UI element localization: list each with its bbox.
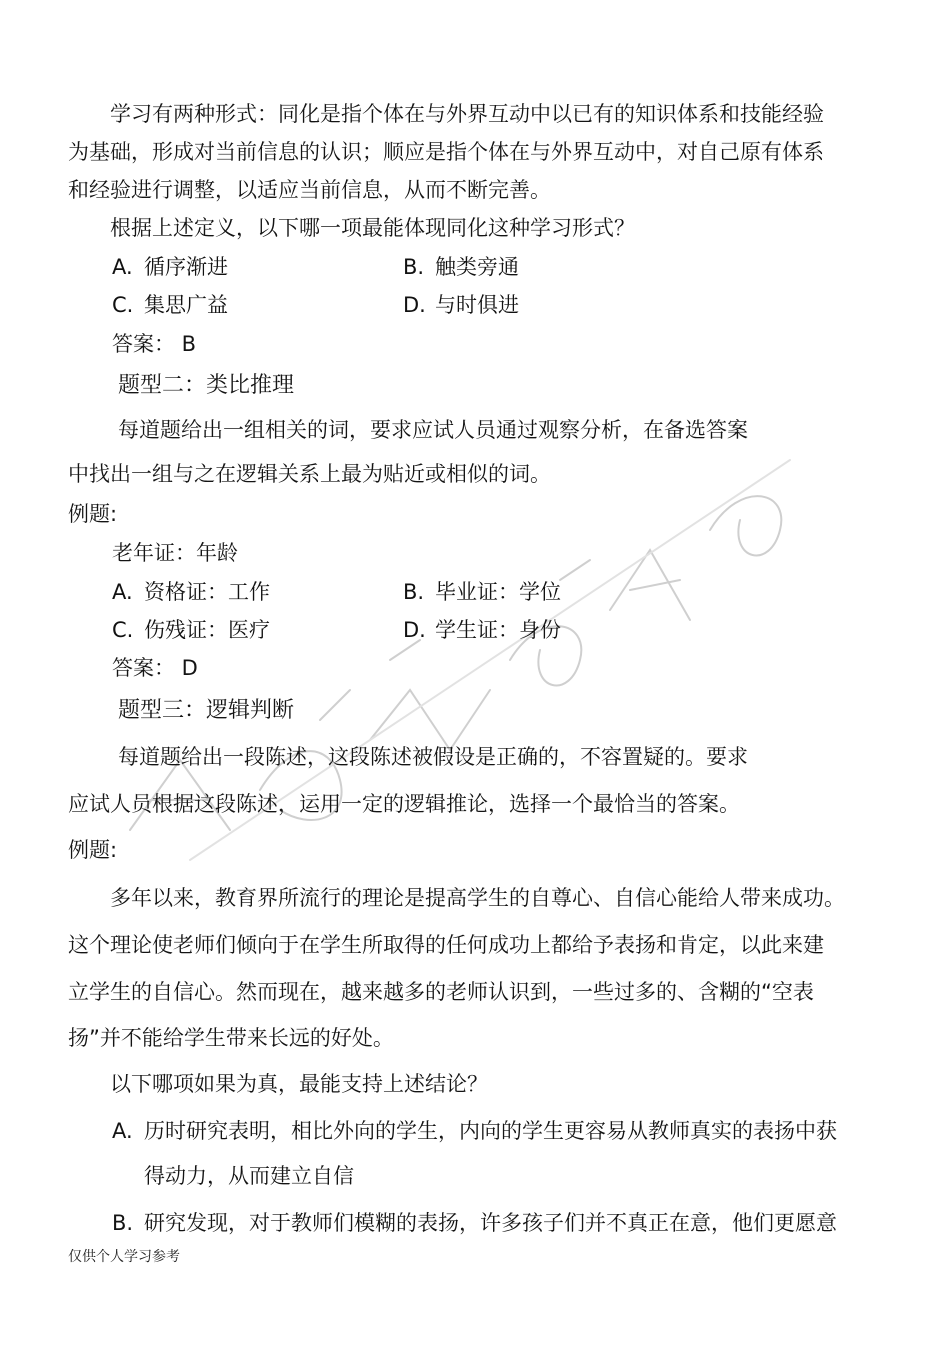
- option-key: B.: [403, 255, 425, 279]
- section-3-desc-1: 每道题给出一段陈述，这段陈述被假设是正确的，不容置疑的。要求: [118, 745, 748, 769]
- q2-answer: 答案： D: [112, 656, 198, 680]
- option-text: 伤残证：医疗: [144, 618, 270, 642]
- q2-option-a: [112, 580, 270, 604]
- q3-option-a-line-1: 历时研究表明，相比外向的学生，内向的学生更容易从教师真实的表扬中获: [144, 1119, 837, 1143]
- option-text: 毕业证：学位: [435, 580, 561, 604]
- q1-option-d: [403, 293, 519, 317]
- page-footer: 仅供个人学习参考: [68, 1249, 180, 1265]
- option-key: A.: [112, 580, 133, 604]
- section-3-example-label: 例题:: [68, 838, 118, 862]
- section-3-desc-2: 应试人员根据这段陈述，运用一定的逻辑推论，选择一个最恰当的答案。: [68, 792, 740, 816]
- question-1: 根据上述定义，以下哪一项最能体现同化这种学习形式？: [110, 216, 635, 240]
- question-3: 以下哪项如果为真，最能支持上述结论？: [110, 1072, 488, 1096]
- intro-line-1: 学习有两种形式：同化是指个体在与外界互动中以已有的知识体系和技能经验: [110, 102, 824, 126]
- q1-answer: 答案： B: [112, 332, 197, 356]
- section-2-stem: 老年证：年龄: [112, 541, 238, 565]
- option-text: 触类旁通: [435, 255, 519, 279]
- section-3-heading: 题型三：逻辑判断: [118, 698, 295, 723]
- option-text: 循序渐进: [144, 255, 228, 279]
- section-3-para-4: 扬”并不能给学生带来长远的好处。: [68, 1026, 394, 1050]
- section-2-heading: 题型二：类比推理: [118, 373, 295, 398]
- q1-option-c: [112, 293, 228, 317]
- q3-option-b-key: B.: [112, 1211, 134, 1235]
- option-key: A.: [112, 255, 133, 279]
- q2-option-b: [403, 580, 561, 604]
- option-key: B.: [403, 580, 425, 604]
- option-text: 学生证：身份: [435, 618, 561, 642]
- intro-line-2: 为基础，形成对当前信息的认识；顺应是指个体在与外界互动中，对自己原有体系: [68, 140, 824, 164]
- option-key: C.: [112, 618, 134, 642]
- option-key: D.: [403, 618, 426, 642]
- option-key: D.: [403, 293, 426, 317]
- option-text: 与时俱进: [435, 293, 519, 317]
- q3-option-a-line-2: 得动力，从而建立自信: [144, 1164, 354, 1188]
- intro-line-3: 和经验进行调整，以适应当前信息，从而不断完善。: [68, 178, 551, 202]
- section-2-desc-1: 每道题给出一组相关的词，要求应试人员通过观察分析，在备选答案: [118, 418, 748, 442]
- q2-option-d: [403, 618, 561, 642]
- section-2-desc-2: 中找出一组与之在逻辑关系上最为贴近或相似的词。: [68, 462, 551, 486]
- section-3-para-3: 立学生的自信心。然而现在，越来越多的老师认识到，一些过多的、含糊的“空表: [68, 980, 814, 1004]
- q3-option-b-line-1: 研究发现，对于教师们模糊的表扬，许多孩子们并不真正在意，他们更愿意: [144, 1211, 837, 1235]
- option-text: 资格证：工作: [144, 580, 270, 604]
- q2-option-c: [112, 618, 270, 642]
- q3-option-a-key: A.: [112, 1119, 133, 1143]
- q1-option-b: [403, 255, 519, 279]
- section-2-example-label: 例题:: [68, 502, 118, 526]
- option-key: C.: [112, 293, 134, 317]
- option-text: 集思广益: [144, 293, 228, 317]
- q1-option-a: [112, 255, 228, 279]
- section-3-para-1: 多年以来，教育界所流行的理论是提高学生的自尊心、自信心能给人带来成功。: [110, 886, 845, 910]
- section-3-para-2: 这个理论使老师们倾向于在学生所取得的任何成功上都给予表扬和肯定，以此来建: [68, 933, 824, 957]
